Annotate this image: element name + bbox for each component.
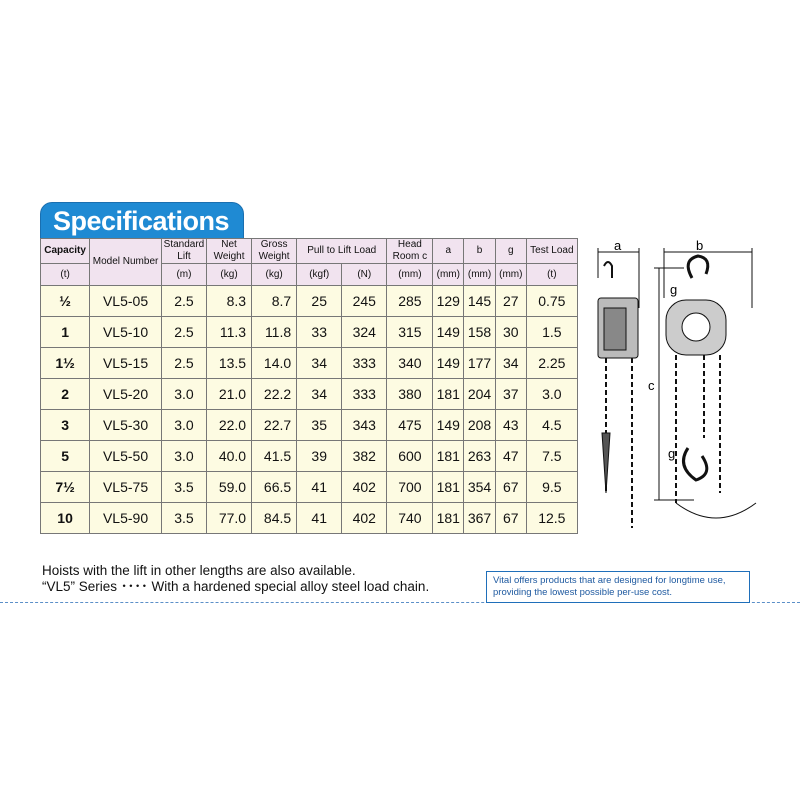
cell-head: 740 bbox=[387, 503, 433, 534]
cell-model: VL5-50 bbox=[90, 441, 162, 472]
note-other-lengths: Hoists with the lift in other lengths are also available. bbox=[42, 563, 356, 578]
header-g: g bbox=[495, 239, 526, 264]
cell-gross: 66.5 bbox=[252, 472, 297, 503]
unit-pull-kgf: (kgf) bbox=[297, 264, 342, 286]
cell-kgf: 34 bbox=[297, 379, 342, 410]
cell-g: 67 bbox=[495, 503, 526, 534]
cell-model: VL5-10 bbox=[90, 317, 162, 348]
table-row bbox=[41, 317, 578, 348]
cell-test: 7.5 bbox=[526, 441, 577, 472]
cell-head: 340 bbox=[387, 348, 433, 379]
cell-gross: 41.5 bbox=[252, 441, 297, 472]
cell-lift: 3.0 bbox=[161, 410, 206, 441]
cell-a: 181 bbox=[433, 472, 464, 503]
hoist-front-view-icon bbox=[666, 256, 756, 518]
table-row bbox=[41, 441, 578, 472]
cell-a: 181 bbox=[433, 441, 464, 472]
cell-head: 600 bbox=[387, 441, 433, 472]
cell-g: 27 bbox=[495, 286, 526, 317]
unit-a: (mm) bbox=[433, 264, 464, 286]
cell-g: 43 bbox=[495, 410, 526, 441]
header-b: b bbox=[464, 239, 496, 264]
cell-n: 343 bbox=[342, 410, 387, 441]
cell-test: 2.25 bbox=[526, 348, 577, 379]
header-pull: Pull to Lift Load bbox=[297, 239, 387, 264]
cell-net: 77.0 bbox=[207, 503, 252, 534]
cell-capacity: 10 bbox=[41, 503, 90, 534]
cell-lift: 3.5 bbox=[161, 503, 206, 534]
cell-test: 1.5 bbox=[526, 317, 577, 348]
cell-lift: 2.5 bbox=[161, 317, 206, 348]
cell-gross: 11.8 bbox=[252, 317, 297, 348]
cell-model: VL5-30 bbox=[90, 410, 162, 441]
cell-head: 380 bbox=[387, 379, 433, 410]
unit-test-load: (t) bbox=[526, 264, 577, 286]
cell-capacity: 1½ bbox=[41, 348, 90, 379]
cell-n: 402 bbox=[342, 472, 387, 503]
cell-model: VL5-20 bbox=[90, 379, 162, 410]
label-c: c bbox=[648, 378, 655, 393]
cell-kgf: 41 bbox=[297, 503, 342, 534]
header-model: Model Number bbox=[90, 239, 162, 286]
cell-b: 177 bbox=[464, 348, 496, 379]
cell-gross: 22.2 bbox=[252, 379, 297, 410]
cell-b: 367 bbox=[464, 503, 496, 534]
specifications-table bbox=[40, 238, 578, 534]
cell-gross: 84.5 bbox=[252, 503, 297, 534]
page-title: Specifications bbox=[40, 202, 244, 240]
cell-lift: 2.5 bbox=[161, 348, 206, 379]
cell-test: 9.5 bbox=[526, 472, 577, 503]
cell-a: 149 bbox=[433, 410, 464, 441]
cell-capacity: ½ bbox=[41, 286, 90, 317]
cell-model: VL5-90 bbox=[90, 503, 162, 534]
cell-capacity: 3 bbox=[41, 410, 90, 441]
unit-head-room: (mm) bbox=[387, 264, 433, 286]
label-g-top: g bbox=[670, 282, 678, 297]
cell-net: 11.3 bbox=[207, 317, 252, 348]
cell-test: 12.5 bbox=[526, 503, 577, 534]
cell-net: 22.0 bbox=[207, 410, 252, 441]
cell-kgf: 41 bbox=[297, 472, 342, 503]
cell-head: 285 bbox=[387, 286, 433, 317]
cell-gross: 8.7 bbox=[252, 286, 297, 317]
table-row bbox=[41, 472, 578, 503]
table-row bbox=[41, 410, 578, 441]
unit-g: (mm) bbox=[495, 264, 526, 286]
callout-box: Vital offers products that are designed for longtime use, providing the lowest possible per-use cost. bbox=[486, 571, 750, 603]
cell-gross: 22.7 bbox=[252, 410, 297, 441]
cell-a: 149 bbox=[433, 348, 464, 379]
header-standard-lift: Standard Lift bbox=[161, 239, 206, 264]
unit-gross-weight: (kg) bbox=[252, 264, 297, 286]
cell-a: 129 bbox=[433, 286, 464, 317]
cell-net: 59.0 bbox=[207, 472, 252, 503]
label-g-bottom: g bbox=[668, 446, 676, 461]
notes bbox=[42, 563, 429, 595]
cell-capacity: 1 bbox=[41, 317, 90, 348]
cell-n: 324 bbox=[342, 317, 387, 348]
cell-capacity: 5 bbox=[41, 441, 90, 472]
note-vl5-series: “VL5” Series ････ With a hardened special alloy steel load chain. bbox=[42, 579, 430, 594]
cell-g: 37 bbox=[495, 379, 526, 410]
hoist-side-view-icon bbox=[598, 262, 638, 528]
label-a: a bbox=[614, 238, 622, 253]
cell-n: 333 bbox=[342, 379, 387, 410]
cell-b: 354 bbox=[464, 472, 496, 503]
cell-n: 333 bbox=[342, 348, 387, 379]
cell-kgf: 34 bbox=[297, 348, 342, 379]
table-row bbox=[41, 503, 578, 534]
cell-head: 315 bbox=[387, 317, 433, 348]
cell-test: 4.5 bbox=[526, 410, 577, 441]
unit-net-weight: (kg) bbox=[207, 264, 252, 286]
table-row bbox=[41, 348, 578, 379]
cell-b: 208 bbox=[464, 410, 496, 441]
cell-test: 0.75 bbox=[526, 286, 577, 317]
cell-head: 700 bbox=[387, 472, 433, 503]
cell-net: 13.5 bbox=[207, 348, 252, 379]
header-a: a bbox=[433, 239, 464, 264]
header-gross-weight: Gross Weight bbox=[252, 239, 297, 264]
cell-model: VL5-75 bbox=[90, 472, 162, 503]
cell-lift: 3.0 bbox=[161, 441, 206, 472]
cell-g: 67 bbox=[495, 472, 526, 503]
cell-model: VL5-05 bbox=[90, 286, 162, 317]
cell-kgf: 39 bbox=[297, 441, 342, 472]
cell-net: 21.0 bbox=[207, 379, 252, 410]
cell-test: 3.0 bbox=[526, 379, 577, 410]
cell-a: 149 bbox=[433, 317, 464, 348]
header-test-load: Test Load bbox=[526, 239, 577, 264]
cell-lift: 3.5 bbox=[161, 472, 206, 503]
unit-b: (mm) bbox=[464, 264, 496, 286]
hoist-dimension-diagram bbox=[584, 238, 774, 538]
header-capacity: Capacity bbox=[41, 239, 90, 264]
cell-kgf: 33 bbox=[297, 317, 342, 348]
cell-b: 145 bbox=[464, 286, 496, 317]
cell-g: 30 bbox=[495, 317, 526, 348]
header-net-weight: Net Weight bbox=[207, 239, 252, 264]
cell-kgf: 25 bbox=[297, 286, 342, 317]
cell-lift: 3.0 bbox=[161, 379, 206, 410]
cell-a: 181 bbox=[433, 503, 464, 534]
cell-gross: 14.0 bbox=[252, 348, 297, 379]
cell-b: 204 bbox=[464, 379, 496, 410]
cell-model: VL5-15 bbox=[90, 348, 162, 379]
cell-g: 34 bbox=[495, 348, 526, 379]
cell-head: 475 bbox=[387, 410, 433, 441]
cell-capacity: 2 bbox=[41, 379, 90, 410]
table-row bbox=[41, 379, 578, 410]
cell-net: 8.3 bbox=[207, 286, 252, 317]
unit-standard-lift: (m) bbox=[161, 264, 206, 286]
cell-n: 382 bbox=[342, 441, 387, 472]
unit-capacity: (t) bbox=[41, 264, 90, 286]
cell-net: 40.0 bbox=[207, 441, 252, 472]
header-head-room: Head Room c bbox=[387, 239, 433, 264]
table-row bbox=[41, 286, 578, 317]
cell-n: 245 bbox=[342, 286, 387, 317]
cell-b: 158 bbox=[464, 317, 496, 348]
cell-lift: 2.5 bbox=[161, 286, 206, 317]
cell-kgf: 35 bbox=[297, 410, 342, 441]
unit-pull-n: (N) bbox=[342, 264, 387, 286]
cell-a: 181 bbox=[433, 379, 464, 410]
cell-n: 402 bbox=[342, 503, 387, 534]
cell-capacity: 7½ bbox=[41, 472, 90, 503]
label-b: b bbox=[696, 238, 704, 253]
cell-g: 47 bbox=[495, 441, 526, 472]
cell-b: 263 bbox=[464, 441, 496, 472]
